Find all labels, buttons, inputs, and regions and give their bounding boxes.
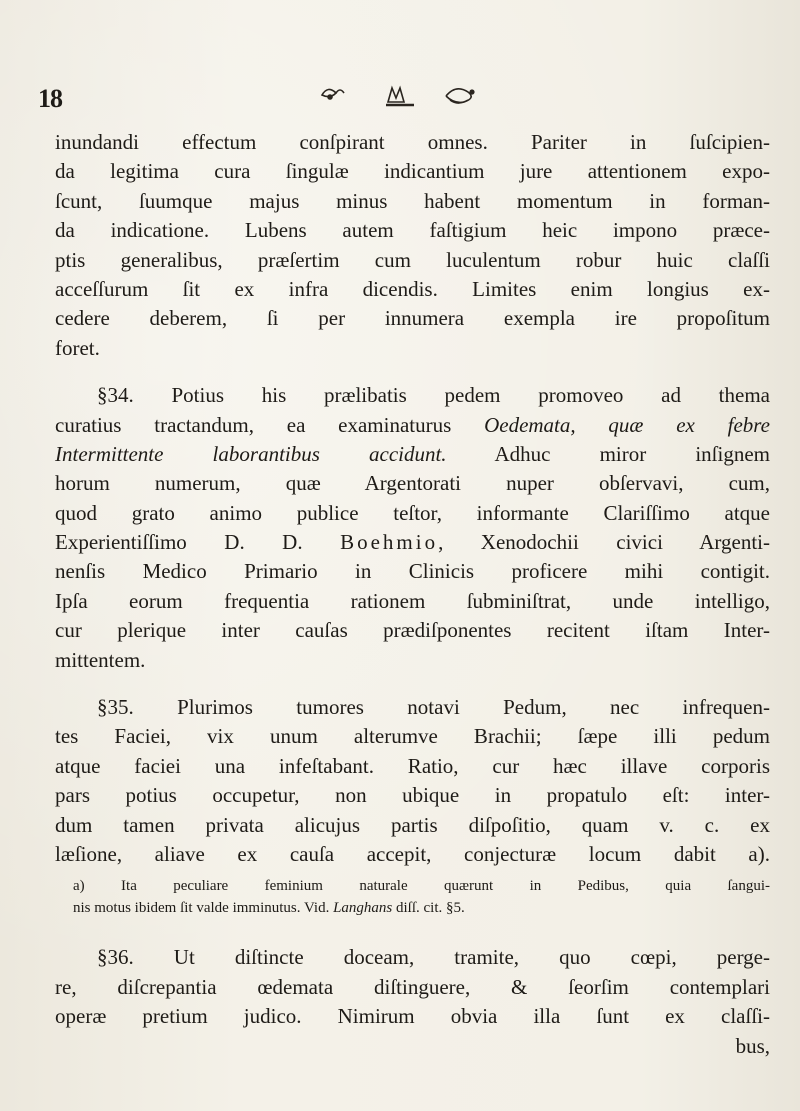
text-line: operæ pretium judico. Nimirum obvia illa ſunt ex claſſi- <box>55 1004 770 1029</box>
paragraph-36 <box>55 943 770 1061</box>
text-line: dum tamen privata alicujus partis diſpoſitio, quam v. c. ex <box>55 812 770 837</box>
text-line: curatius tractandum, ea examinaturus Oedemata, quæ ex febre <box>55 412 770 437</box>
paragraph-35 <box>55 693 770 869</box>
text-line: Experientiſſimo D. D. Boehmio, Xenodochii civici Argenti- <box>55 530 770 555</box>
page-number: 18 <box>38 84 62 113</box>
catchword: bus, <box>735 1033 770 1058</box>
paragraph-33-continuation <box>55 128 770 363</box>
paragraph-34 <box>55 381 770 675</box>
italic-title-oedemata: Oedemata, quæ ex febre <box>484 412 770 437</box>
italic-author-langhans: Langhans <box>333 900 393 917</box>
text-line: acceſſurum ſit ex infra dicendis. Limites enim longius ex- <box>55 276 770 301</box>
text-line: re, diſcrepantia œdemata diſtinguere, & ſeorſim contemplari <box>55 974 770 999</box>
text-line: Intermittente laborantibus accidunt. Adhuc miror inſignem <box>55 441 770 466</box>
footnote-line: nis motus ibidem ſit valde imminutus. Vid. Langhans diſſ. cit. §5. <box>73 900 465 917</box>
text-line: ſcunt, ſuumque majus minus habent momentum in forman- <box>55 188 770 213</box>
text-line: cedere deberem, ſi per innumera exempla ire propoſitum <box>55 306 770 331</box>
body-text <box>55 128 770 1061</box>
printer-ornament-icon <box>300 80 500 110</box>
italic-title-intermittente: Intermittente laborantibus accidunt. <box>55 441 447 466</box>
text-line: §36. Ut diſtincte doceam, tramite, quo cœpi, perge- <box>97 945 770 970</box>
footnote <box>55 875 770 919</box>
text-line: nenſis Medico Primario in Clinicis proficere mihi contigit. <box>55 559 770 584</box>
text-line: læſione, aliave ex cauſa accepit, conjecturæ locum dabit a). <box>55 841 770 866</box>
text-line: inundandi effectum conſpirant omnes. Pariter in ſuſcipien- <box>55 130 770 154</box>
text-line: foret. <box>55 335 100 360</box>
name-boehmio: Boehmio <box>340 530 439 555</box>
text-line: cur plerique inter cauſas prædiſponentes recitent iſtam Inter- <box>55 618 770 643</box>
footnote-line: a) Ita peculiare feminium naturale quærunt in Pedibus, quia ſangui- <box>73 878 770 895</box>
text-line: atque faciei una infeſtabant. Ratio, cur hæc illave corporis <box>55 753 770 778</box>
text-line: horum numerum, quæ Argentorati nuper obſervavi, cum, <box>55 471 770 496</box>
text-line: tes Faciei, vix unum alterumve Brachii; ſæpe illi pedum <box>55 724 770 749</box>
text-line: mittentem. <box>55 647 146 672</box>
text-line: quod grato animo publice teſtor, informante Clariſſimo atque <box>55 500 770 525</box>
text-line: §34. Potius his prælibatis pedem promoveo ad thema <box>97 383 770 408</box>
text-line: §35. Plurimos tumores notavi Pedum, nec infrequen- <box>97 695 770 720</box>
text-line: da legitima cura ſingulæ indicantium jure attentionem expo- <box>55 159 770 184</box>
text-line: da indicatione. Lubens autem faſtigium heic impono præce- <box>55 218 770 243</box>
text-line: Ipſa eorum frequentia rationem ſubminiſtrat, unde intelligo, <box>55 588 770 613</box>
text-line: pars potius occupetur, non ubique in propatulo eſt: inter- <box>55 783 770 808</box>
text-line: ptis generalibus, præſertim cum luculentum robur huic claſſi <box>55 247 770 272</box>
